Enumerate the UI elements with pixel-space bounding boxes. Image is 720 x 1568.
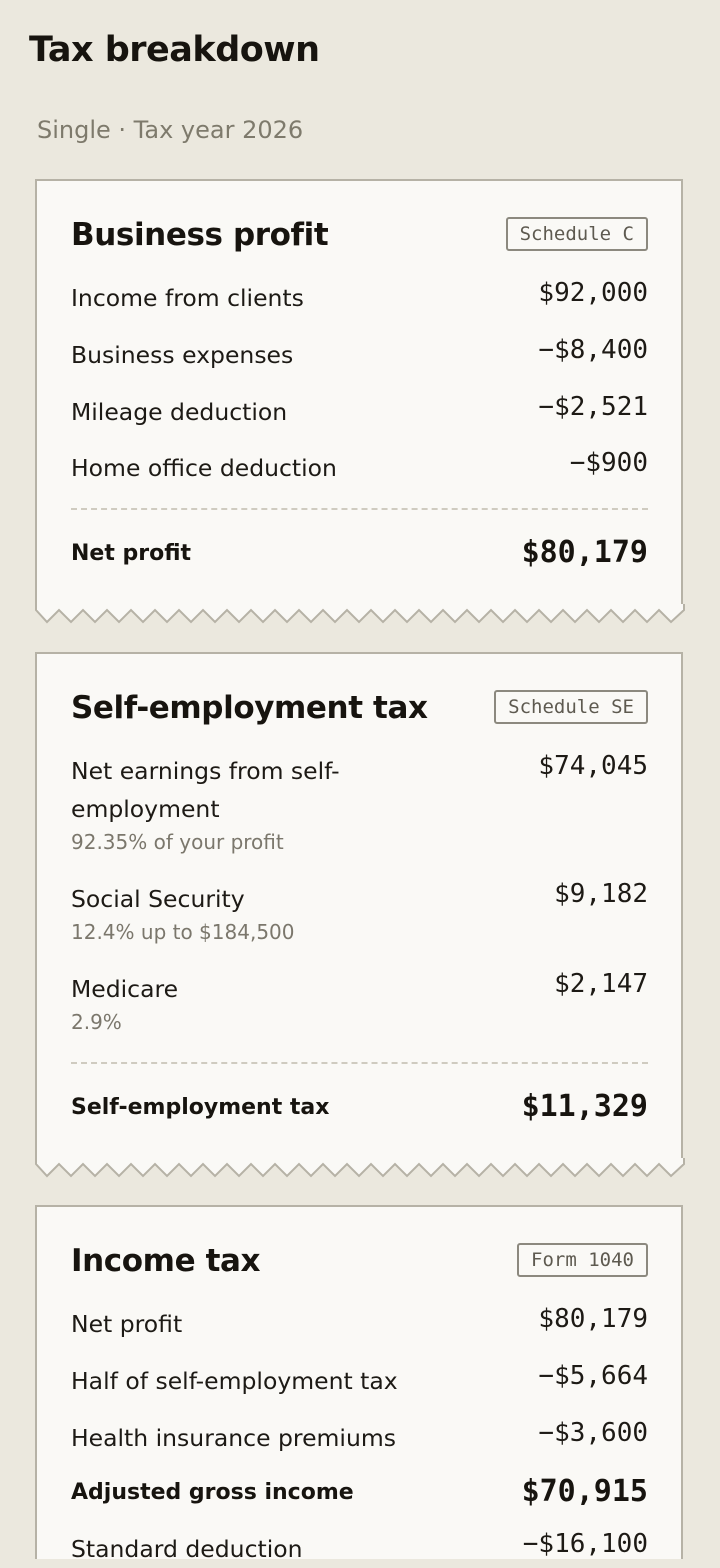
- income-tax-card: [35, 1205, 683, 1563]
- row-value: −$3,600: [538, 1418, 648, 1448]
- row-label: Social Security: [71, 885, 245, 913]
- row-value: $9,182: [554, 879, 648, 909]
- row-value: −$16,100: [522, 1529, 648, 1559]
- schedule-badge: Schedule SE: [494, 690, 648, 724]
- row-label: Income from clients: [71, 284, 304, 312]
- business-profit-card: [35, 179, 683, 606]
- agi-label: Adjusted gross income: [71, 1480, 354, 1505]
- row-label: Half of self-employment tax: [71, 1367, 398, 1395]
- row-value: $80,179: [538, 1304, 648, 1334]
- row-value: −$5,664: [538, 1361, 648, 1391]
- row-sublabel: 2.9%: [71, 1010, 122, 1034]
- schedule-badge: Schedule C: [506, 217, 648, 251]
- row-label: Net profit: [71, 1310, 183, 1338]
- row-value: −$900: [569, 448, 648, 478]
- page-subtitle: Single · Tax year 2026: [37, 116, 304, 144]
- row-label: Medicare: [71, 975, 179, 1003]
- total-value: $80,179: [521, 535, 648, 570]
- row-label: Business expenses: [71, 341, 294, 369]
- row-label: Standard deduction: [71, 1535, 303, 1563]
- row-value: $92,000: [538, 278, 648, 308]
- torn-edge: [35, 1158, 685, 1178]
- row-value: −$2,521: [538, 392, 648, 422]
- row-label: Home office deduction: [71, 454, 337, 482]
- self-employment-tax-card: [35, 652, 683, 1160]
- divider: [71, 508, 648, 510]
- row-sublabel: 12.4% up to $184,500: [71, 920, 295, 944]
- row-value: $2,147: [554, 969, 648, 999]
- card-title: Income tax: [71, 1243, 261, 1279]
- total-label: Net profit: [71, 541, 192, 566]
- row-label: Net earnings from self-employment: [71, 757, 340, 823]
- total-label: Self-employment tax: [71, 1095, 330, 1120]
- row-label: Health insurance premiums: [71, 1424, 396, 1452]
- divider: [71, 1062, 648, 1064]
- page-title: Tax breakdown: [29, 30, 320, 70]
- agi-value: $70,915: [521, 1474, 648, 1509]
- row-label: Mileage deduction: [71, 398, 288, 426]
- row-value: −$8,400: [538, 335, 648, 365]
- torn-edge: [35, 604, 685, 624]
- form-badge: Form 1040: [517, 1243, 648, 1277]
- card-title: Business profit: [71, 217, 329, 253]
- total-value: $11,329: [521, 1089, 648, 1124]
- row-sublabel: 92.35% of your profit: [71, 830, 284, 854]
- row-value: $74,045: [538, 751, 648, 781]
- card-title: Self-employment tax: [71, 690, 428, 726]
